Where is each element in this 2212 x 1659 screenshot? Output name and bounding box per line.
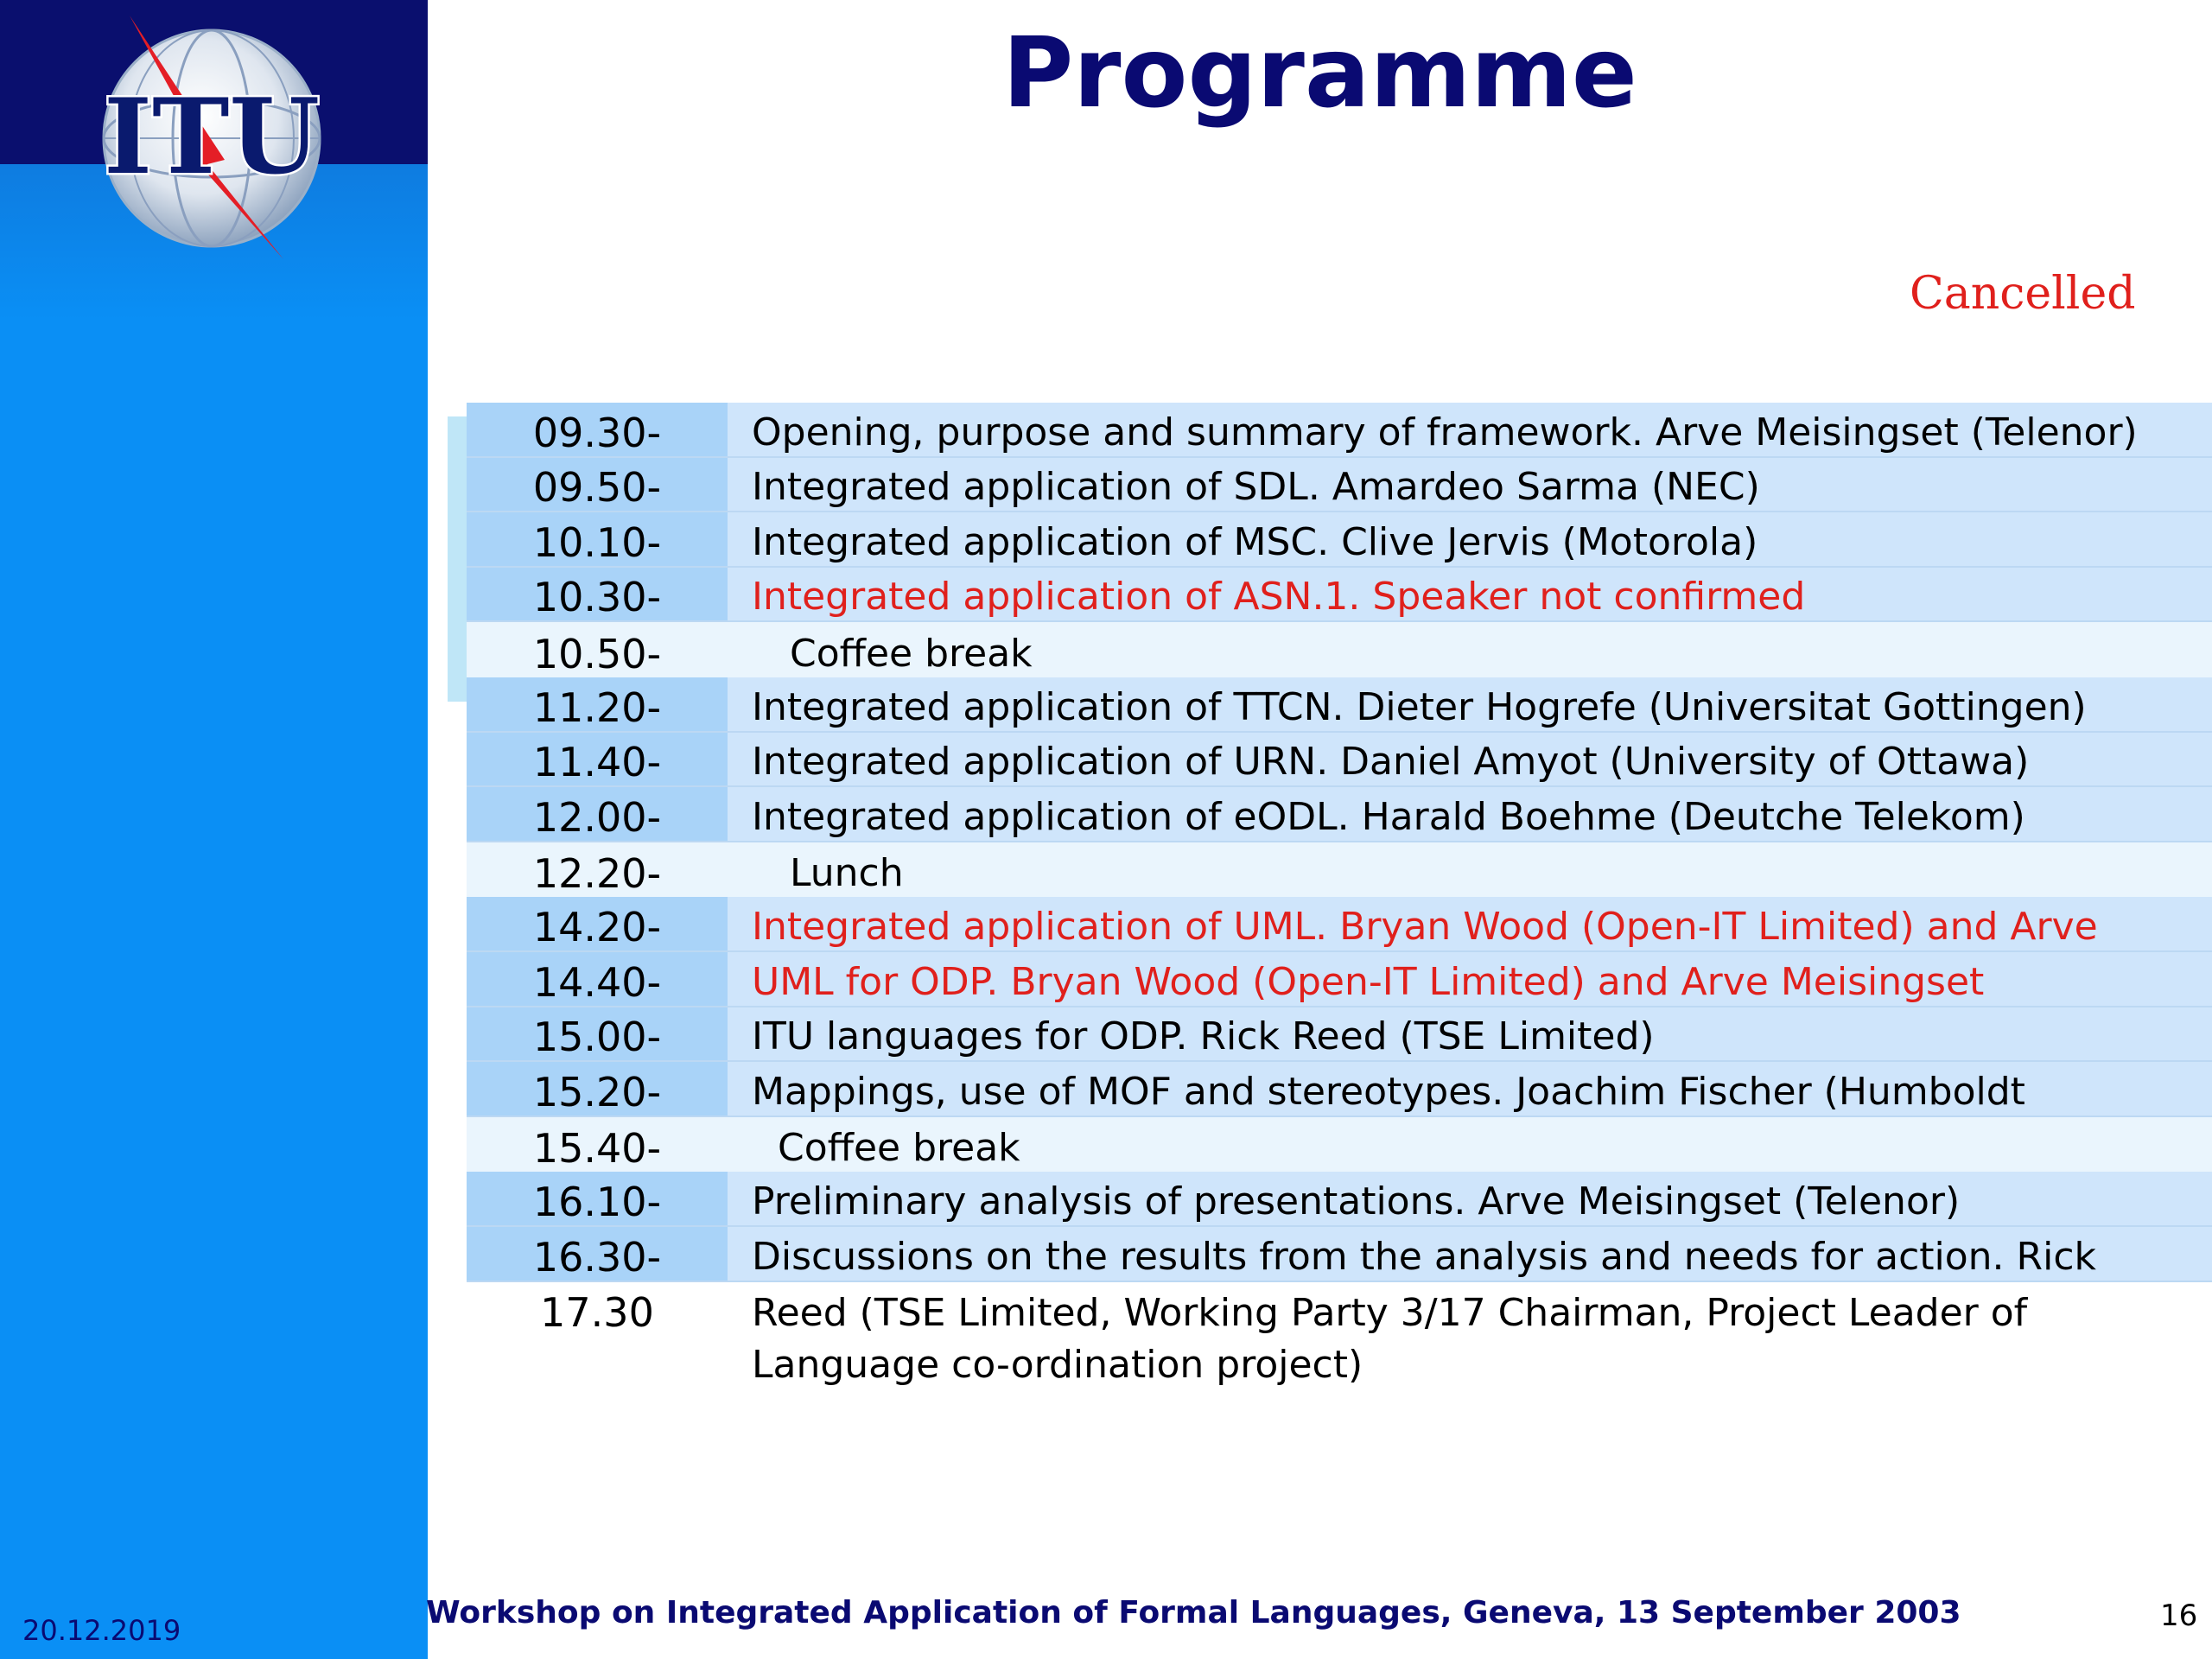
schedule-row (467, 897, 2212, 952)
cancelled-legend: Cancelled (1910, 268, 2136, 320)
accent-strip (448, 416, 467, 702)
footer-text: Workshop on Integrated Application of Formal Languages, Geneva, 13 September 2003 (426, 1595, 1961, 1630)
schedule-description: Opening, purpose and summary of framework. Arve Meisingset (Telenor) (752, 410, 2138, 454)
schedule-time: 09.50- (467, 458, 728, 512)
logo-text: ITU (103, 76, 321, 198)
page-title: Programme (1002, 17, 1637, 130)
schedule-row (467, 1007, 2212, 1063)
schedule-description: Coffee break (778, 1126, 1020, 1171)
schedule-row (467, 458, 2212, 513)
schedule-row (467, 952, 2212, 1007)
schedule-time: 10.30- (467, 568, 728, 621)
schedule-time: 14.40- (467, 952, 728, 1006)
schedule-description-cancelled: Integrated application of ASN.1. Speaker not confirmed (752, 575, 1806, 620)
schedule-time: 11.20- (467, 677, 728, 731)
schedule-row (467, 677, 2212, 733)
schedule-description: Integrated application of eODL. Harald Boehme (Deutche Telekom) (752, 794, 2025, 839)
schedule-row (467, 733, 2212, 788)
schedule-time: 15.40- (532, 1125, 662, 1173)
schedule-table (467, 403, 2212, 1282)
schedule-row (467, 568, 2212, 623)
schedule-description: Preliminary analysis of presentations. Arve Meisingset (Telenor) (752, 1179, 1961, 1224)
schedule-break-row (467, 622, 2212, 677)
schedule-time: 11.40- (467, 733, 728, 786)
page-number: 16 (2160, 1599, 2198, 1633)
schedule-time: 15.00- (467, 1007, 728, 1061)
schedule-row (467, 1062, 2212, 1117)
itu-logo (86, 9, 337, 268)
schedule-time: 10.50- (532, 630, 662, 677)
closing-description: Reed (TSE Limited, Working Party 3/17 Chairman, Project Leader of Language co-ordination project) (752, 1291, 2028, 1387)
schedule-row (467, 1172, 2212, 1227)
schedule-description: Integrated application of MSC. Clive Jervis (Motorola) (752, 519, 1758, 564)
schedule-time: 12.00- (467, 787, 728, 841)
schedule-row (467, 1227, 2212, 1282)
schedule-closing-row (467, 1287, 2212, 1391)
schedule-time: 16.30- (467, 1227, 728, 1281)
schedule-description-cancelled: Integrated application of UML. Bryan Wood (Open-IT Limited) and Arve (752, 904, 2098, 949)
schedule-time: 09.30- (467, 403, 728, 456)
schedule-description: Integrated application of TTCN. Dieter Hogrefe (Universitat Gottingen) (752, 684, 2087, 729)
schedule-break-row (467, 1117, 2212, 1173)
schedule-time: 10.10- (467, 512, 728, 566)
schedule-description: Lunch (790, 851, 904, 896)
schedule-description: Coffee break (790, 631, 1033, 676)
schedule-description: Integrated application of URN. Daniel Amyot (University of Ottawa) (752, 740, 2030, 785)
schedule-time: 14.20- (467, 897, 728, 950)
schedule-description-cancelled: UML for ODP. Bryan Wood (Open-IT Limited) and Arve Meisingset (752, 959, 1985, 1004)
schedule-row (467, 787, 2212, 842)
schedule-row (467, 403, 2212, 458)
schedule-row (467, 512, 2212, 568)
schedule-description: ITU languages for ODP. Rick Reed (TSE Limited) (752, 1014, 1655, 1059)
schedule-time: 16.10- (467, 1172, 728, 1225)
schedule-description: Mappings, use of MOF and stereotypes. Joachim Fischer (Humboldt (752, 1069, 2025, 1114)
schedule-time: 12.20- (532, 850, 662, 898)
schedule-description: Integrated application of SDL. Amardeo Sarma (NEC) (752, 465, 1760, 510)
schedule-break-row (467, 842, 2212, 898)
schedule-description: Discussions on the results from the analysis and needs for action. Rick (752, 1234, 2096, 1279)
schedule-time: 15.20- (467, 1062, 728, 1116)
closing-time: 17.30 (540, 1289, 654, 1336)
footer-date: 20.12.2019 (22, 1614, 181, 1647)
